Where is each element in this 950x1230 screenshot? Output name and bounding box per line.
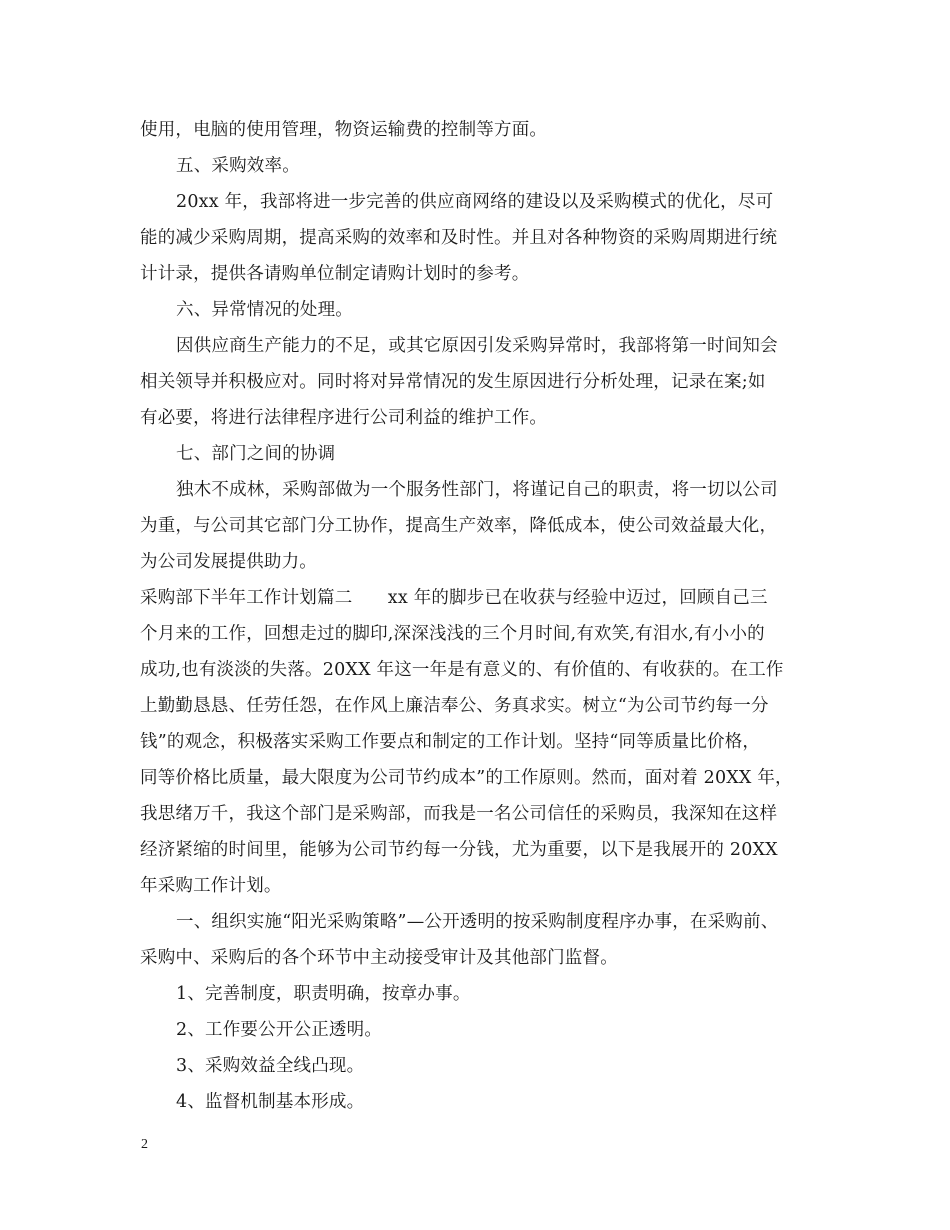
section-heading: 七、部门之间的协调: [176, 444, 336, 464]
text-line: 采购中、采购后的各个环节中主动接受审计及其他部门监督。: [140, 948, 618, 968]
text-line: 年采购工作计划。: [140, 876, 282, 896]
section-heading: 五、采购效率。: [176, 156, 300, 176]
text-line: 钱”的观念，积极落实采购工作要点和制定的工作计划。坚持“同等质量比价格，: [140, 732, 761, 752]
list-item: 4、监督机制基本形成。: [176, 1092, 365, 1112]
list-item: 1、完善制度，职责明确，按章办事。: [176, 984, 471, 1004]
list-item: 3、采购效益全线凸现。: [176, 1056, 365, 1076]
text-line: 成功,也有淡淡的失落。20XX 年这一年是有意义的、有价值的、有收获的。在工作: [140, 660, 784, 680]
text-line: 一、组织实施“阳光采购策略”—公开透明的按采购制度程序办事，在采购前、: [176, 912, 779, 932]
text-line: 采购部下半年工作计划篇二 xx 年的脚步已在收获与经验中迈过，回顾自己三: [140, 588, 768, 608]
text-line: 上勤勤恳恳、任劳任怨，在作风上廉洁奉公、务真求实。树立“为公司节约每一分: [140, 696, 769, 716]
section-heading: 六、异常情况的处理。: [176, 300, 353, 320]
text-line: 有必要，将进行法律程序进行公司利益的维护工作。: [140, 408, 548, 428]
text-line: 使用，电脑的使用管理，物资运输费的控制等方面。: [140, 120, 548, 140]
text-line: 个月来的工作，回想走过的脚印,深深浅浅的三个月时间,有欢笑,有泪水,有小小的: [140, 624, 765, 644]
text-line: 20xx 年，我部将进一步完善的供应商网络的建设以及采购模式的优化，尽可: [176, 192, 774, 212]
text-line: 能的减少采购周期，提高采购的效率和及时性。并且对各种物资的采购周期进行统: [140, 228, 778, 248]
text-line: 因供应商生产能力的不足，或其它原因引发采购异常时，我部将第一时间知会: [176, 336, 778, 356]
page-number: 2: [141, 1137, 148, 1152]
text-line: 同等价格比质量，最大限度为公司节约成本”的工作原则。然而，面对着 20XX 年，: [140, 768, 793, 788]
text-line: 为公司发展提供助力。: [140, 552, 317, 572]
text-line: 独木不成林，采购部做为一个服务性部门，将谨记自己的职责，将一切以公司: [176, 480, 778, 500]
text-line: 相关领导并积极应对。同时将对异常情况的发生原因进行分析处理，记录在案;如: [140, 372, 766, 392]
text-line: 经济紧缩的时间里，能够为公司节约每一分钱，尤为重要，以下是我展开的 20XX: [140, 840, 778, 860]
text-line: 为重，与公司其它部门分工协作，提高生产效率，降低成本，使公司效益最大化，: [140, 516, 778, 536]
text-line: 我思绪万千，我这个部门是采购部，而我是一名公司信任的采购员，我深知在这样: [140, 804, 778, 824]
text-line: 计计录，提供各请购单位制定请购计划时的参考。: [140, 264, 530, 284]
list-item: 2、工作要公开公正透明。: [176, 1020, 383, 1040]
